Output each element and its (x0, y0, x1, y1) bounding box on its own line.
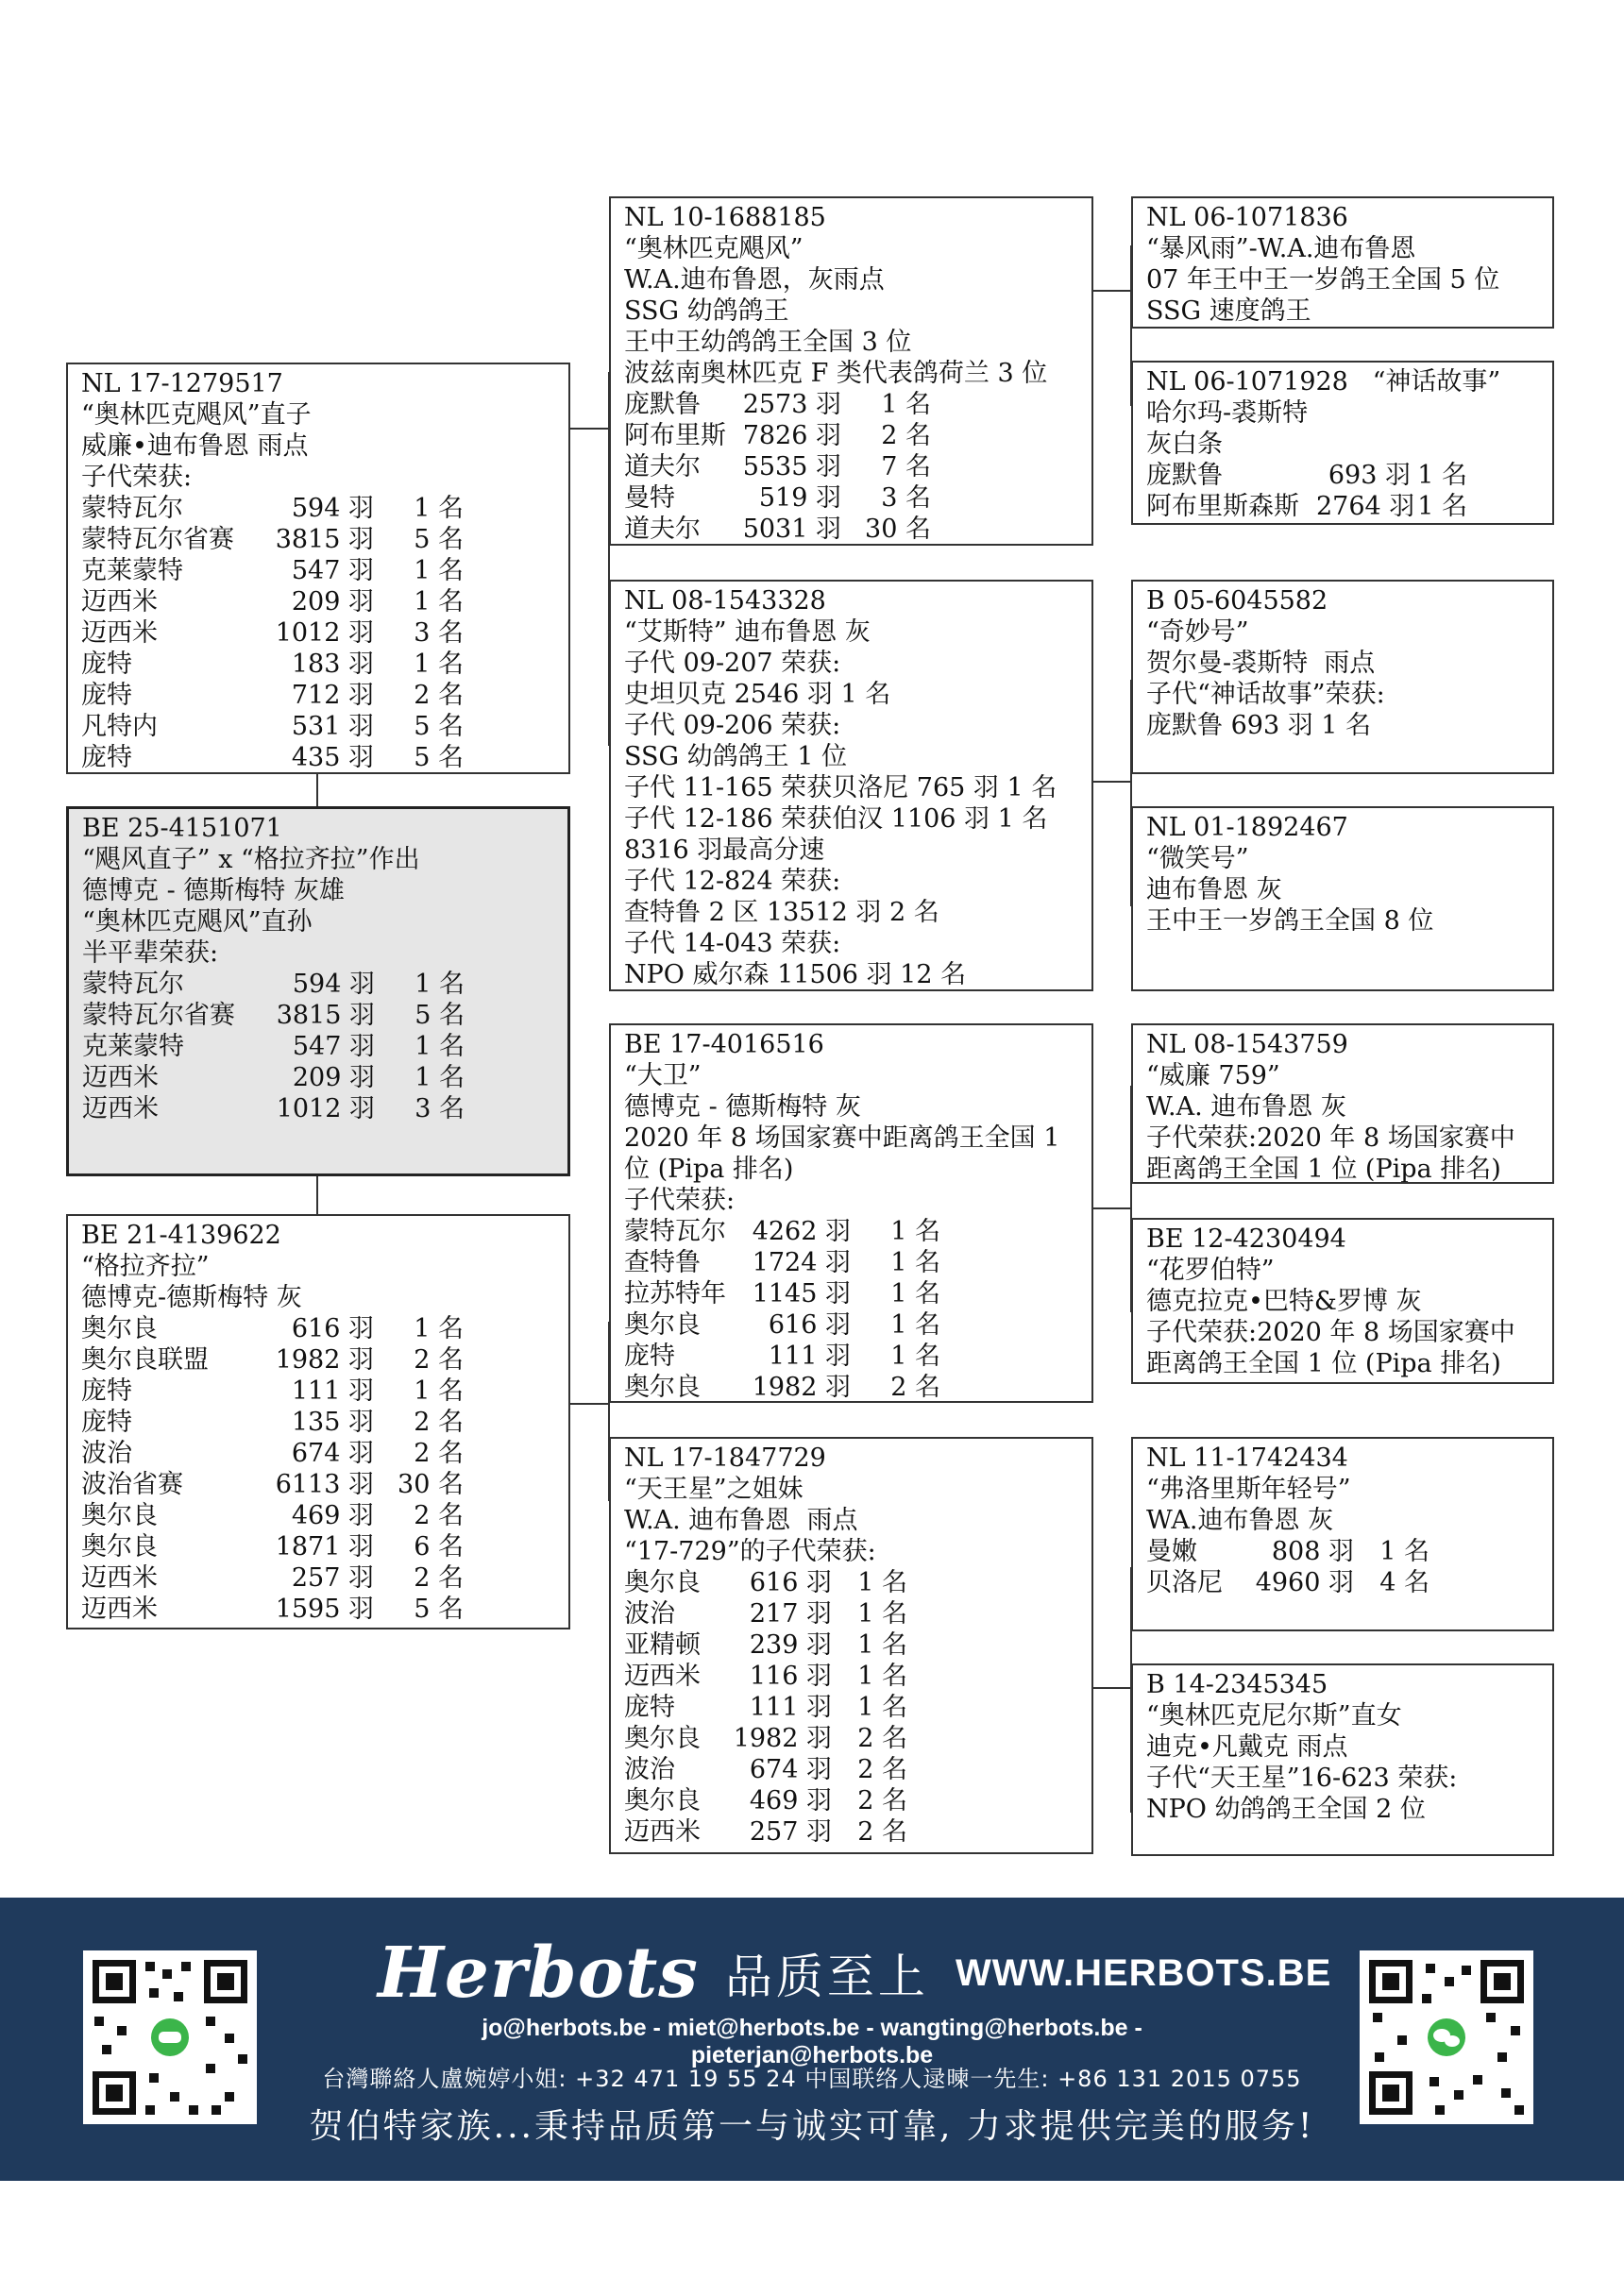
pedigree-box-subject (66, 806, 570, 1176)
result-row: 奥尔良 616 羽 1 名 (81, 1314, 464, 1343)
result-row: 庞特 183 羽 1 名 (81, 650, 464, 679)
footer-banner (0, 1898, 1624, 2181)
info-line: 子代 12-824 荣获: (624, 867, 841, 896)
pigeon-name: “格拉齐拉” (81, 1252, 210, 1281)
pedigree-box-dam-dam (609, 1437, 1093, 1854)
result-row: 亚精顿 239 羽 1 名 (624, 1630, 907, 1660)
result-row: 克莱蒙特 547 羽 1 名 (81, 556, 464, 585)
result-row: 奥尔良 469 羽 2 名 (624, 1786, 907, 1815)
info-line: 子代荣获: (624, 1186, 736, 1215)
ring-number: NL 11-1742434 (1146, 1443, 1348, 1473)
result-row: 迈西米 209 羽 1 名 (81, 587, 464, 616)
ring-number: BE 12-4230494 (1146, 1224, 1346, 1254)
contact-persons: 台灣聯絡人盧婉婷小姐: +32 471 19 55 24 中国联络人逯暕一先生: +86 131 2015 0755 (322, 2066, 1302, 2092)
pigeon-name: “奥林匹克飓风”直子 (81, 400, 312, 430)
result-row: 阿布里斯森斯 2764 羽 1 名 (1146, 492, 1467, 521)
wechat-qr-code-icon[interactable] (1360, 1950, 1533, 2124)
pigeon-name: “暴风雨”-W.A.迪布鲁恩 (1146, 234, 1416, 263)
info-line: SSG 幼鸽鸽王 1 位 (624, 742, 848, 771)
ring-number: NL 06-1071928 “神话故事” (1146, 367, 1501, 397)
pigeon-name: “奥林匹克飓风” (624, 234, 804, 263)
pedigree-box-ggp-4 (1131, 806, 1554, 991)
result-row: 波治 674 羽 2 名 (81, 1439, 464, 1468)
info-line: 子代 12-186 荣获伯汉 1106 羽 1 名 (624, 804, 1048, 834)
result-row: 庞默鲁 693 羽 1 名 (1146, 461, 1467, 490)
info-line: 子代“天王星”16-623 荣获: (1146, 1764, 1458, 1793)
box-lines (81, 368, 559, 493)
pigeon-name: “威廉 759” (1146, 1061, 1280, 1090)
info-line: NPO 幼鸽鸽王全国 2 位 (1146, 1795, 1426, 1824)
info-line: 王中王幼鸽鸽王全国 3 位 (624, 328, 912, 357)
pedigree-box-ggp-1 (1131, 196, 1554, 329)
result-row: 贝洛尼 4960 羽 4 名 (1146, 1568, 1429, 1597)
brand-row (378, 1933, 1332, 2014)
result-row: 庞特 111 羽 1 名 (81, 1376, 464, 1406)
result-row: 庞特 435 羽 5 名 (81, 743, 464, 772)
slogan: 品质至上 (724, 1950, 929, 2004)
result-row: 波治 217 羽 1 名 (624, 1599, 907, 1629)
breeder: W.A. 迪布鲁恩 灰 (1146, 1092, 1346, 1122)
pedigree-box-ggp-3 (1131, 580, 1554, 774)
pedigree-box-dam-sire (609, 1023, 1093, 1403)
breeder: 德克拉克•巴特&罗博 灰 (1146, 1287, 1422, 1316)
pedigree-box-ggp-2 (1131, 361, 1554, 525)
ring-number: B 14-2345345 (1146, 1670, 1328, 1699)
pigeon-name: “弗洛里斯年轻号” (1146, 1475, 1351, 1504)
result-row: 迈西米 1012 羽 3 名 (82, 1094, 465, 1123)
pedigree-box-sire-sire (609, 196, 1093, 546)
info-line: 半平辈荣获: (82, 938, 219, 968)
breeder: 威廉•迪布鲁恩 雨点 (81, 431, 309, 461)
info-line: 子代 09-207 荣获: (624, 649, 841, 678)
info-line: 子代 09-206 荣获: (624, 711, 841, 740)
info-line: 史坦贝克 2546 羽 1 名 (624, 680, 891, 709)
breeder: 哈尔玛-裘斯特 (1146, 398, 1309, 428)
ring-number: NL 01-1892467 (1146, 813, 1348, 842)
result-row: 蒙特瓦尔 594 羽 1 名 (82, 970, 465, 999)
result-row: 拉苏特年 1145 羽 1 名 (624, 1279, 940, 1308)
info-line: NPO 威尔森 11506 羽 12 名 (624, 960, 967, 989)
result-row: 奥尔良 1871 羽 6 名 (81, 1532, 464, 1562)
info-line: 子代荣获:2020 年 8 场国家赛中 (1146, 1123, 1515, 1153)
info-line: SSG 幼鸽鸽王 (624, 296, 789, 326)
results-table (81, 493, 559, 773)
ring-number: B 05-6045582 (1146, 586, 1328, 616)
info-line: 灰白条 (1146, 430, 1223, 459)
breeder: 迪克•凡戴克 雨点 (1146, 1732, 1348, 1762)
pigeon-name: “奇妙号” (1146, 617, 1249, 647)
result-row: 庞特 712 羽 2 名 (81, 681, 464, 710)
pigeon-name: “奥林匹克尼尔斯”直女 (1146, 1701, 1402, 1730)
result-row: 道夫尔 5535 羽 7 名 (624, 452, 931, 481)
result-row: 蒙特瓦尔 594 羽 1 名 (81, 494, 464, 523)
result-row: 迈西米 257 羽 2 名 (81, 1563, 464, 1593)
info-line: 子代“神话故事”荣获: (1146, 680, 1385, 709)
herbots-logo: Herbots (378, 1933, 699, 2014)
breeder: WA.迪布鲁恩 灰 (1146, 1506, 1334, 1535)
ring-number: BE 21-4139622 (81, 1221, 281, 1250)
result-row: 奥尔良联盟 1982 羽 2 名 (81, 1345, 464, 1375)
pedigree-box-ggp-5 (1131, 1023, 1554, 1184)
pedigree-box-sire (66, 363, 570, 774)
info-line: 庞默鲁 693 羽 1 名 (1146, 711, 1372, 740)
result-row: 曼嫩 808 羽 1 名 (1146, 1537, 1429, 1566)
result-row: 庞特 135 羽 2 名 (81, 1408, 464, 1437)
breeder: 德博克 - 德斯梅特 灰雄 (82, 876, 345, 905)
result-row: 庞默鲁 2573 羽 1 名 (624, 390, 931, 419)
info-line: 子代 14-043 荣获: (624, 929, 841, 958)
result-row: 波治 674 羽 2 名 (624, 1755, 907, 1784)
result-row: 波治省赛 6113 羽 30 名 (81, 1470, 464, 1499)
info-line: 距离鸽王全国 1 位 (Pipa 排名) (1146, 1155, 1501, 1184)
breeder: 迪布鲁恩 灰 (1146, 875, 1282, 904)
result-row: 蒙特瓦尔省赛 3815 羽 5 名 (81, 525, 464, 554)
result-row: 查特鲁 1724 羽 1 名 (624, 1248, 940, 1277)
pigeon-name: “天王星”之姐妹 (624, 1475, 804, 1504)
pigeon-name: “花罗伯特” (1146, 1256, 1275, 1285)
ring-number: NL 06-1071836 (1146, 203, 1348, 232)
pedigree-box-sire-dam (609, 580, 1093, 991)
result-row: 克莱蒙特 547 羽 1 名 (82, 1032, 465, 1061)
ring-number: BE 25-4151071 (82, 814, 282, 843)
pigeon-name: “艾斯特” 迪布鲁恩 灰 (624, 617, 871, 647)
result-row: 蒙特瓦尔省赛 3815 羽 5 名 (82, 1001, 465, 1030)
ring-number: BE 17-4016516 (624, 1030, 824, 1059)
info-line: “17-729”的子代荣获: (624, 1537, 876, 1566)
result-row: 凡特内 531 羽 5 名 (81, 712, 464, 741)
info-line: 王中王一岁鸽王全国 8 位 (1146, 906, 1434, 936)
pedigree-box-ggp-7 (1131, 1437, 1554, 1631)
result-row: 庞特 111 羽 1 名 (624, 1342, 940, 1371)
ring-number: NL 08-1543759 (1146, 1030, 1348, 1059)
info-line: 波兹南奥林匹克 F 类代表鸽荷兰 3 位 (624, 359, 1048, 388)
ring-number: NL 17-1847729 (624, 1443, 826, 1473)
breeder: 德博克 - 德斯梅特 灰 (624, 1092, 861, 1122)
result-row: 迈西米 1595 羽 5 名 (81, 1595, 464, 1624)
footer-tagline: 贺伯特家族...秉持品质第一与诚实可靠, 力求提供完美的服务! (309, 2107, 1315, 2146)
breeder: W.A. 迪布鲁恩 雨点 (624, 1506, 858, 1535)
result-row: 奥尔良 1982 羽 2 名 (624, 1724, 907, 1753)
info-line: 查特鲁 2 区 13512 羽 2 名 (624, 898, 939, 927)
info-line: 距离鸽王全国 1 位 (Pipa 排名) (1146, 1349, 1501, 1378)
line-qr-code-icon[interactable] (83, 1950, 257, 2124)
pedigree-box-dam (66, 1214, 570, 1629)
info-line: 子代荣获: (81, 463, 193, 492)
pigeon-name: “大卫” (624, 1061, 702, 1090)
result-row: 曼特 519 羽 3 名 (624, 483, 931, 513)
info-line: 8316 羽最高分速 (624, 836, 825, 865)
result-row: 庞特 111 羽 1 名 (624, 1693, 907, 1722)
result-row: 迈西米 116 羽 1 名 (624, 1662, 907, 1691)
website-link[interactable]: WWW.HERBOTS.BE (955, 1951, 1332, 1994)
info-line: 子代 11-165 荣获贝洛尼 765 羽 1 名 (624, 773, 1057, 802)
info-line: 07 年王中王一岁鸽王全国 5 位 (1146, 265, 1500, 295)
result-row: 奥尔良 616 羽 1 名 (624, 1568, 907, 1597)
result-row: 奥尔良 1982 羽 2 名 (624, 1373, 940, 1402)
email-addresses[interactable]: jo@herbots.be - miet@herbots.be - wangting@herbots.be - pieterjan@herbots.be (482, 2015, 1142, 2068)
result-row: 奥尔良 616 羽 1 名 (624, 1310, 940, 1340)
result-row: 道夫尔 5031 羽 30 名 (624, 515, 931, 544)
achievement-text: 2020 年 8 场国家赛中距离鸽王全国 1 位 (Pipa 排名) (624, 1123, 1060, 1184)
info-line: SSG 速度鸽王 (1146, 296, 1311, 326)
pigeon-parentage: “飓风直子” x “格拉齐拉”作出 (82, 845, 420, 874)
pedigree-box-ggp-6 (1131, 1218, 1554, 1384)
result-row: 迈西米 209 羽 1 名 (82, 1063, 465, 1092)
result-row: 阿布里斯 7826 羽 2 名 (624, 421, 931, 450)
info-line: “奥林匹克飓风”直孙 (82, 907, 313, 937)
breeder: 德博克-德斯梅特 灰 (81, 1283, 302, 1312)
result-row: 迈西米 1012 羽 3 名 (81, 618, 464, 648)
breeder: 贺尔曼-裘斯特 雨点 (1146, 649, 1376, 678)
pigeon-name: “微笑号” (1146, 844, 1249, 873)
ring-number: NL 10-1688185 (624, 203, 826, 232)
ring-number: NL 17-1279517 (81, 369, 283, 398)
result-row: 蒙特瓦尔 4262 羽 1 名 (624, 1217, 940, 1246)
result-row: 奥尔良 469 羽 2 名 (81, 1501, 464, 1530)
breeder: W.A.迪布鲁恩，灰雨点 (624, 265, 885, 295)
result-row: 迈西米 257 羽 2 名 (624, 1817, 907, 1847)
ring-number: NL 08-1543328 (624, 586, 826, 616)
pedigree-box-ggp-8 (1131, 1663, 1554, 1856)
info-line: 子代荣获:2020 年 8 场国家赛中 (1146, 1318, 1515, 1347)
